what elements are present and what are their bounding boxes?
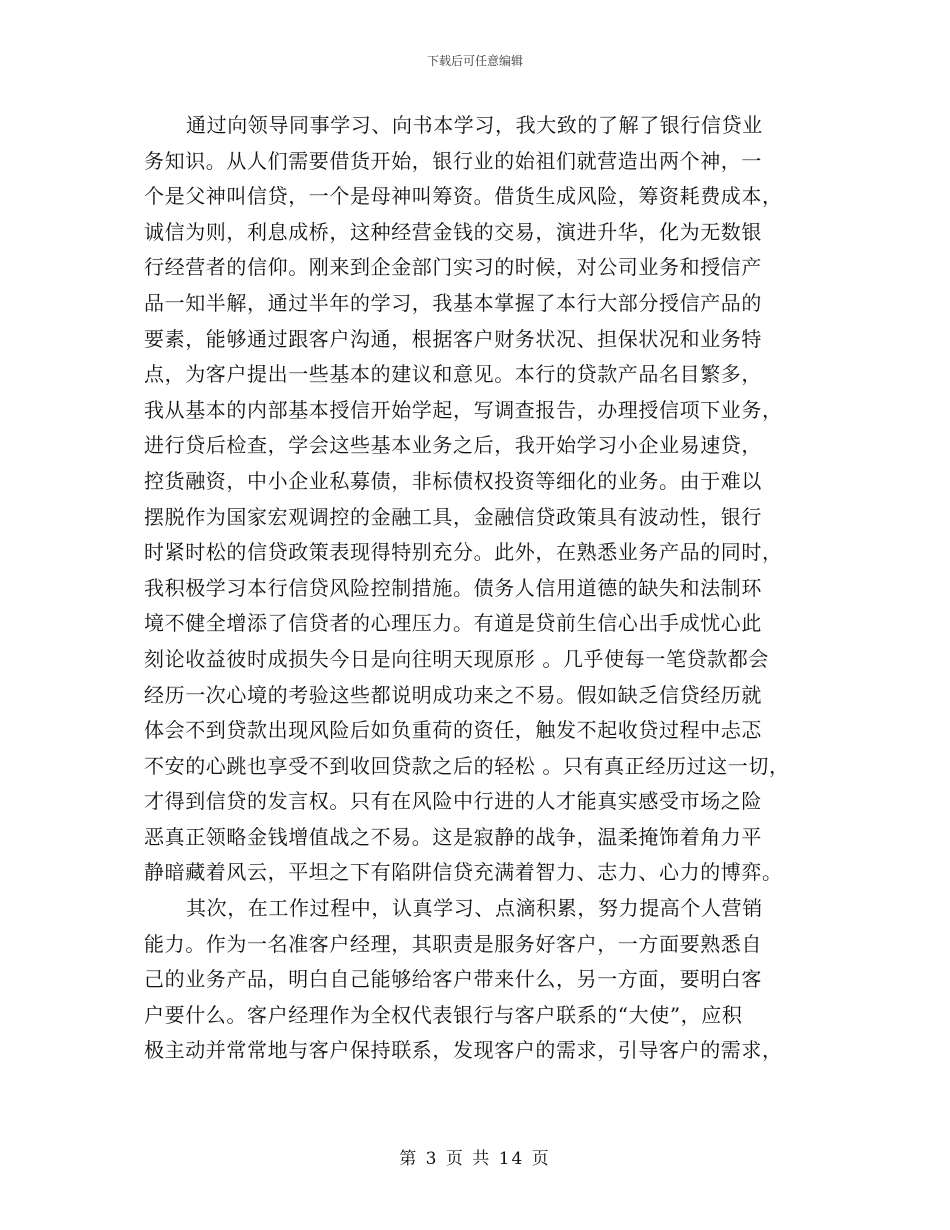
text-line: 恶真正领略金钱增值战之不易。这是寂静的战争，温柔掩饰着角力平 <box>144 824 762 849</box>
text-line: 不安的心跳也享受不到收回贷款之后的轻松 。只有真正经历过这一切， <box>144 753 790 778</box>
text-line: 静暗藏着风云，平坦之下有陷阱信贷充满着智力、志力、心力的博弈。 <box>144 860 783 885</box>
text-line: 控货融资，中小企业私募债，非标债权投资等细化的业务。由于难以 <box>144 468 762 493</box>
text-line: 极主动并常常地与客户保持联系，发现客户的需求，引导客户的需求， <box>144 1038 783 1063</box>
text-line: 行经营者的信仰。刚来到企金部门实习的时候，对公司业务和授信产 <box>144 255 762 280</box>
text-line: 务知识。从人们需要借货开始，银行业的始祖们就营造出两个神，一 <box>144 148 762 173</box>
text-line: 其次，在工作过程中，认真学习、点滴积累，努力提高个人营销 <box>186 896 763 921</box>
text-line: 刻论收益彼时成损失今日是向往明天现原形 。几乎使每一笔贷款都会 <box>144 646 769 671</box>
paragraph-2 <box>144 891 824 1069</box>
text-line: 点，为客户提出一些基本的建议和意见。本行的贷款产品名目繁多， <box>144 362 762 387</box>
text-line: 品一知半解，通过半年的学习，我基本掌握了本行大部分授信产品的 <box>144 290 762 315</box>
text-line: 体会不到贷款出现风险后如负重荷的资任，触发不起收贷过程中忐忑 <box>144 718 762 743</box>
text-line: 己的业务产品，明白自己能够给客户带来什么，另一方面，要明白客 <box>144 967 762 992</box>
page-number: 第 3 页 共 14 页 <box>399 1149 551 1169</box>
text-line: 摆脱作为国家宏观调控的金融工具，金融信贷政策具有波动性，银行 <box>144 504 762 529</box>
document-body <box>144 108 824 1069</box>
text-line: 我积极学习本行信贷风险控制措施。债务人信用道德的缺失和法制环 <box>144 575 762 600</box>
page-header: 下载后可任意编辑 <box>426 54 523 68</box>
text-line: 通过向领导同事学习、向书本学习，我大致的了解了银行信贷业 <box>186 113 763 137</box>
text-line: 要素，能够通过跟客户沟通，根据客户财务状况、担保状况和业务特 <box>144 326 762 351</box>
text-line: 个是父神叫信贷，一个是母神叫筹资。借货生成风险，筹资耗费成本， <box>144 184 783 209</box>
text-line: 能力。作为一名准客户经理，其职责是服务好客户，一方面要熟悉自 <box>144 931 762 956</box>
text-line: 境不健全增添了信贷者的心理压力。有道是贷前生信心出手成忧心此 <box>144 611 762 636</box>
text-line: 诚信为则，利息成桥，这种经营金钱的交易，演进升华，化为无数银 <box>144 219 762 244</box>
text-line: 户要什么。客户经理作为全权代表银行与客户联系的“大使”，应积 <box>144 1002 743 1027</box>
text-line: 我从基本的内部基本授信开始学起，写调查报告，办理授信项下业务， <box>144 397 783 422</box>
text-line: 才得到信贷的发言权。只有在风险中行进的人才能真实感受市场之险 <box>144 789 762 814</box>
text-line: 经历一次心境的考验这些都说明成功来之不易。假如缺乏信贷经历就 <box>144 682 762 707</box>
text-line: 进行贷后检查，学会这些基本业务之后，我开始学习小企业易速贷， <box>144 433 762 458</box>
text-line: 时紧时松的信贷政策表现得特别充分。此外，在熟悉业务产品的同时， <box>144 540 783 565</box>
paragraph-1 <box>144 108 824 891</box>
